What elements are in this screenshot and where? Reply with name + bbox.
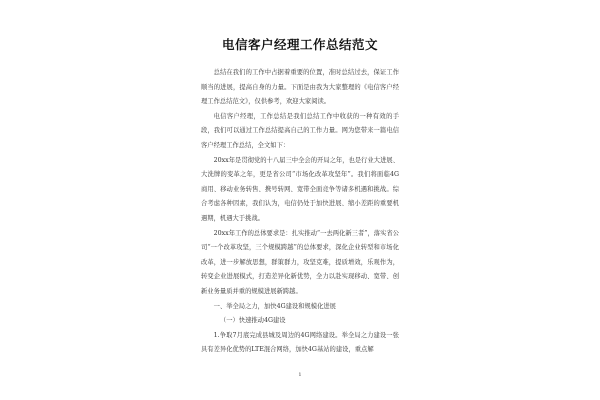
section-heading: 一、举全局之力，加快4G建设和规模化进展 xyxy=(213,302,336,310)
paragraph-4g-network: 1.争取7月底完成县城及周边的4G网络建设。举全局之力建设一张具有差异化优势的LTE混合网络，加快4G基站的建设，重点解 xyxy=(201,331,399,354)
paragraph-intro: 总结在我们的工作中占据着重要的位置，准时总结过去，保证工作顺当的进展，提高自身的力量。下面是由我为大家整理的《电信客户经理工作总结范文》，仅供参考，欢迎大家阅读。 xyxy=(201,69,399,106)
subsection-heading: （一）快速推动4G建设 xyxy=(219,317,286,325)
document-body xyxy=(201,66,399,358)
page-number: 1 xyxy=(298,372,302,378)
document-title: 电信客户经理工作总结范文 xyxy=(221,37,378,52)
paragraph-year-context: 20xx年是贯彻党的十八届三中全会的开局之年，也是行业大进展、大洗牌的变革之年，更是省公司“市场化改革攻坚年”。我们将面临4G商用、移动业务转售、携号转网、宽带全面竞争等诸多机遇和挑战。综合考虑各种因素，我们认为，电信仍处于加快进展、缩小差距的重要机遇期，机遇大于挑战。 xyxy=(201,156,399,222)
paragraph-summary-purpose: 电信客户经理，工作总结是我们总结工作中收获的一种有效的手段，我们可以通过工作总结提高自己的工作力量。网为您带来一篇电信客户经理工作总结，全文如下： xyxy=(201,112,399,149)
paragraph-overall-requirements: 20xx年工作的总体要求是：扎实推动“一去两化新三者”，落实省公司“一个改革攻坚，三个规模跨越”的总体要求，深化企业转型和市场化改革，进一步解放思想，群策群力，攻坚克难，提质增效，乐观作为，转变企业进展模式，打造差异化新优势，全力以赴实现移动、宽带、创新业务量质并重的规模进展新跨越。 xyxy=(201,229,399,295)
